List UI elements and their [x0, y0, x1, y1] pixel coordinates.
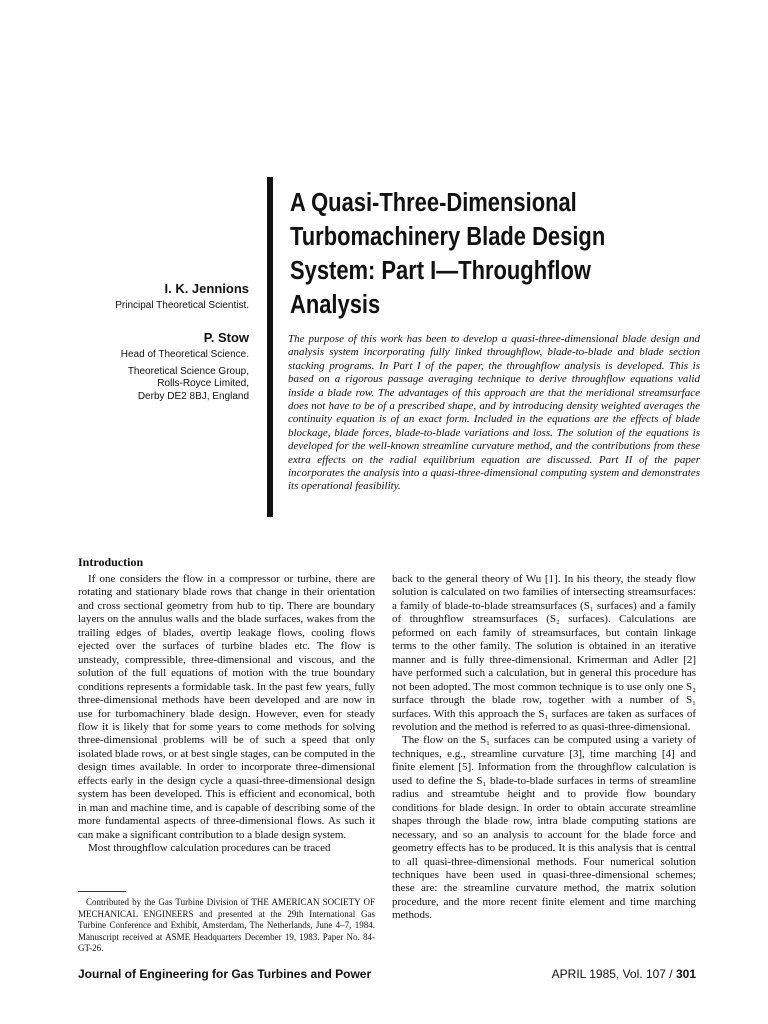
affiliation-line: Derby DE2 8BJ, England: [137, 390, 249, 402]
issue-info: APRIL 1985, Vol. 107 /: [551, 967, 676, 981]
body-column-left: [78, 573, 375, 856]
title-line: Analysis: [290, 291, 381, 319]
paper-title: [290, 186, 668, 322]
body-column-right: [392, 573, 696, 923]
journal-name: Journal of Engineering for Gas Turbines and Power: [78, 967, 372, 981]
affiliation-line: Theoretical Science Group,: [127, 366, 249, 377]
footnote-rule: [78, 891, 126, 892]
body-paragraph: Most throughflow calculation procedures can be traced: [88, 842, 331, 855]
title-rule: [267, 177, 273, 517]
body-paragraph: If one considers the flow in a compressor or turbine, there are rotating and stationary blade rows that change in their orientation and cross sectional geometry from hub to tip. There are boundary layers on the annulus walls and the blade surfaces, wakes from the trailing edges of blades, overtip leakage flows, cooling flows ejected over the surfaces of turbine blades etc. The flow is unsteady, compressible, three-dimensional and viscous, and the solution of the full equations of motion with the true boundary conditions represents a formidable task. In the past few years, fully three-dimensional methods have been developed and are now in use for turbomachinery blade design. However, even for steady flow it is likely that for some years to come methods for solving three-dimensional problems will be of such a speed that only isolated blade rows, or at best single stages, can be computed in the design times available. In order to incorporate three-dimensional effects early in the design cycle a quasi-three-dimensional design system has been developed. This is efficient and economical, both in man and machine time, and is capable of describing some of the more fundamental aspects of three-dimensional flows. As such it can make a significant contribution to a blade design system.: [78, 573, 375, 841]
author-name: P. Stow: [203, 330, 249, 345]
title-line: System: Part I—Throughflow: [290, 257, 591, 285]
body-paragraph: back to the general theory of Wu [1]. In his theory, the steady flow solution is calculated on two families of intersecting streamsurfaces: a family of blade-to-blade streamsurfaces (S₁ surfaces) and a family of throughflow streamsurfaces (S₂ surfaces). Calculations are peformed on each family of streamsurfaces, but contain linkage terms to the other family. The solution is obtained in an iterative manner and is fully three-dimensional. Krimerman and Adler [2] have performed such a calculation, but in general this procedure has not been adopted. The most common technique is to use only one S₂ surface through the blade row, together with a number of S₁ surfaces. With this approach the S₁ surfaces are taken as surfaces of revolution and the method is referred to as quasi-three-dimensional.: [392, 573, 696, 733]
author-role: Head of Theoretical Science.: [120, 349, 249, 360]
title-line: A Quasi-Three-Dimensional: [290, 189, 577, 217]
footnote: Contributed by the Gas Turbine Division of THE AMERICAN SOCIETY OF MECHANICAL ENGINEERS and presented at the 29th International Gas Turbine Conference and Exhibit, Amsterdam, The Netherlands, June 4–7, 1984. Manuscript received at ASME Headquarters December 19, 1983. Paper No. 84-GT-26.: [78, 897, 375, 954]
author-name: I. K. Jennions: [164, 281, 249, 296]
affiliation: [128, 366, 249, 403]
body-paragraph: The flow on the S₁ surfaces can be computed using a variety of techniques, e.g., streamline curvature [3], time marching [4] and finite element [5]. Information from the throughflow calculation is used to define the S₁ blade-to-blade surfaces in terms of streamline radius and streamtube height and to provide flow boundary conditions for blade design. In order to obtain accurate streamline shapes through the blade row, intra blade computing stations are necessary, and so an analysis to account for the blade force and geometry effects has to be produced. It is this analysis that is central to all quasi-three-dimensional methods. Four numerical solution techniques have been used in quasi-three-dimensional schemes; these are: the streamline curvature method, the matrix solution procedure, and the more recent finite element and time marching methods.: [392, 734, 696, 922]
author-role: Principal Theoretical Scientist.: [115, 300, 249, 311]
section-heading: Introduction: [78, 555, 144, 569]
abstract: The purpose of this work has been to develop a quasi-three-dimensional blade design and analysis system incorporating fully linked throughflow, blade-to-blade and blade section stacking programs. In Part I of the paper, the throughflow analysis is developed. This is based on a rigorous passage averaging technique to derive throughflow equations valid inside a blade row. The advantages of this approach are that the meridional streamsurface does not have to be of a prescribed shape, and by introducing density weighted averages the continuity equation is of an exact form. Included in the equations are the effects of blade blockage, blade forces, blade-to-blade variations and loss. The solution of the equations is developed for the well-known streamline curvature method, and the contributions from these extra effects on the radial equilibrium equation are discussed. Part II of the paper incorporates the analysis into a quasi-three-dimensional computing system and demonstrates its operational feasibility.: [288, 333, 700, 493]
page-folio: [552, 967, 696, 981]
affiliation-line: Rolls-Royce Limited,: [157, 378, 249, 390]
title-line: Turbomachinery Blade Design: [290, 223, 606, 251]
page-number: 301: [675, 967, 696, 981]
